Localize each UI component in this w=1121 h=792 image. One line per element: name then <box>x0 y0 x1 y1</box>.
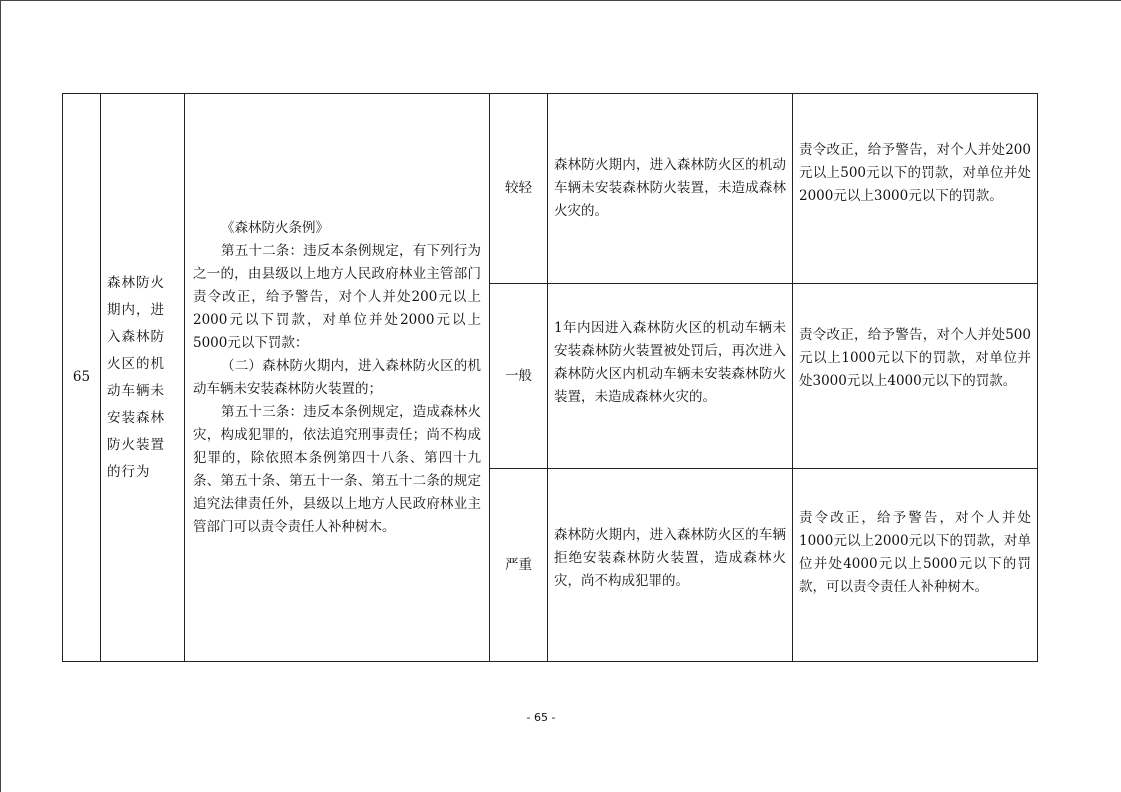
page-number: - 65 - <box>526 711 556 724</box>
row-number: 65 <box>63 94 101 662</box>
legal-basis-title: 《森林防火条例》 <box>221 219 329 236</box>
level-general: 一般 <box>490 284 548 469</box>
violation-name: 森林防火期内，进入森林防火区的机动车辆未安装森林防火装置的行为 <box>101 94 185 662</box>
description-general: 1年内因进入森林防火区的机动车辆未安装森林防火装置被处罚后，再次进入森林防火区内机动车辆未安装森林防火装置，未造成森林火灾的。 <box>548 284 793 469</box>
legal-basis-item-2: （二）森林防火期内，进入森林防火区的机动车辆未安装森林防火装置的； <box>193 357 481 397</box>
legal-basis-article-52: 第五十二条：违反本条例规定，有下列行为之一的，由县级以上地方人民政府林业主管部门责令改正，给予警告，对个人并处200元以上2000元以下罚款，对单位并处2000元以上5000元以下罚款： <box>193 242 481 351</box>
level-light: 较轻 <box>490 94 548 284</box>
legal-basis-article-53: 第五十三条：违反本条例规定，造成森林火灾，构成犯罪的，依法追究刑事责任；尚不构成犯罪的，除依照本条例第四十八条、第四十九条、第五十条、第五十一条、第五十二条的规定追究法律责任外，县级以上地方人民政府林业主管部门可以责令责任人补种树木。 <box>193 403 481 535</box>
penalty-standard-table <box>62 93 1038 662</box>
page-border-left <box>0 0 1 792</box>
description-light: 森林防火期内，进入森林防火区的机动车辆未安装森林防火装置，未造成森林火灾的。 <box>548 94 793 284</box>
penalty-general: 责令改正，给予警告，对个人并处500元以上1000元以下的罚款，对单位并处3000元以上4000元以下的罚款。 <box>793 284 1038 469</box>
legal-basis <box>185 94 490 662</box>
penalty-light: 责令改正，给予警告，对个人并处200元以上500元以下的罚款，对单位并处2000元以上3000元以下的罚款。 <box>793 94 1038 284</box>
description-serious: 森林防火期内，进入森林防火区的车辆拒绝安装森林防火装置，造成森林火灾，尚不构成犯罪的。 <box>548 469 793 662</box>
level-serious: 严重 <box>490 469 548 662</box>
penalty-serious: 责令改正，给予警告，对个人并处1000元以上2000元以下的罚款，对单位并处4000元以上5000元以下的罚款，可以责令责任人补种树木。 <box>793 469 1038 662</box>
table-row <box>63 94 1038 284</box>
page-border-top <box>0 0 1121 1</box>
